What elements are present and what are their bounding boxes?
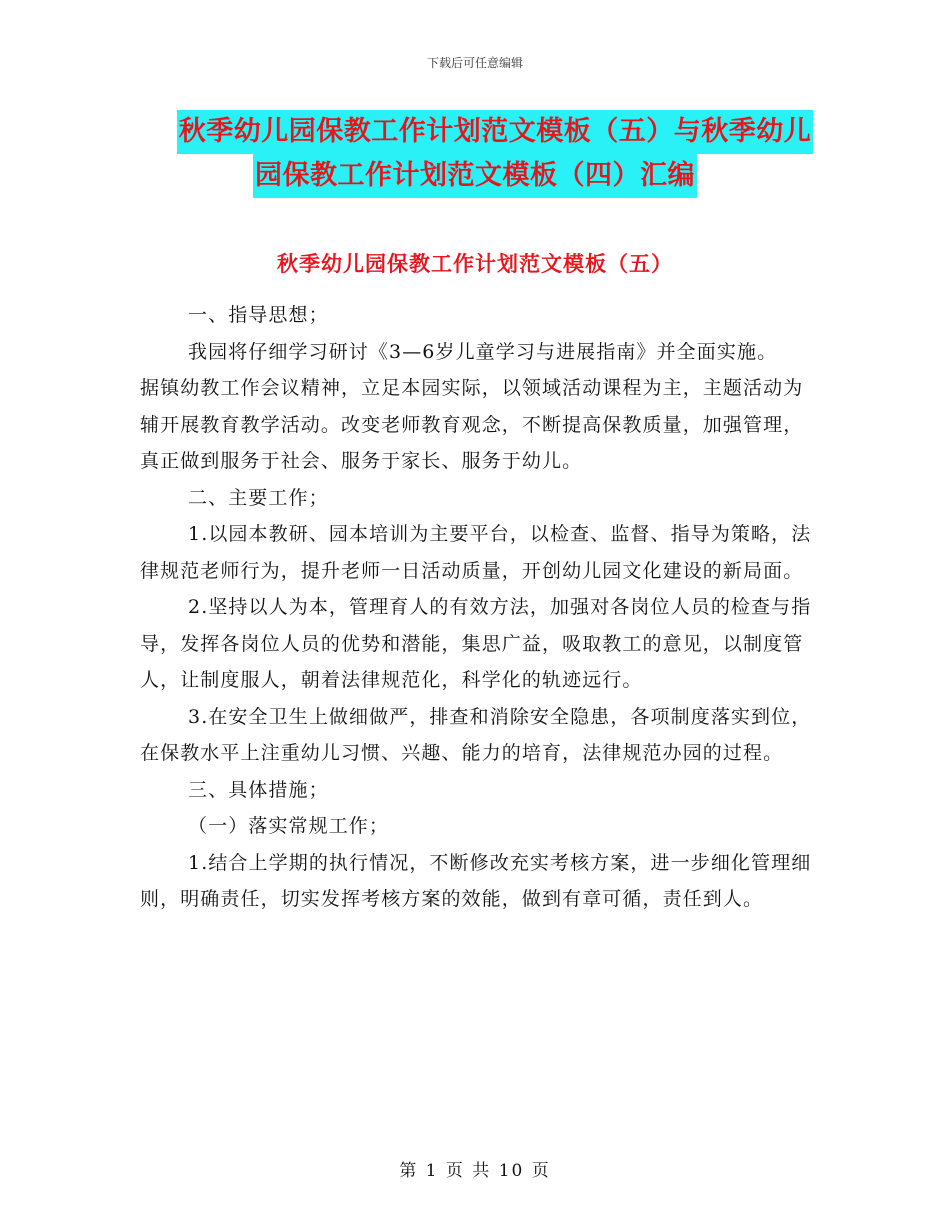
subheading-routine-work: （一）落实常规工作；	[188, 815, 390, 837]
header-note: 下载后可任意编辑	[426, 56, 523, 70]
document-title	[0, 110, 950, 198]
paragraph-work-item-2: 2.坚持以人为本，管理育人的有效方法，加强对各岗位人员的检查与指导，发挥各岗位人员的优势和潜能，集思广益，吸取教工的意见，以制度管人，让制度服人，朝着法律规范化，科学化的轨迹远行。	[140, 596, 812, 691]
page-footer: 第 1 页 共 10 页	[399, 1161, 551, 1181]
body-text	[140, 297, 820, 918]
heading-guiding-thought: 一、指导思想；	[188, 304, 329, 326]
paragraph-study-plan: 我园将仔细学习研讨《3—6岁儿童学习与进展指南》并全面实施。	[188, 340, 778, 363]
paragraph-work-item-1: 1.以园本教研、园本培训为主要平台，以检查、监督、指导为策略，法律规范老师行为，提升老师一日活动质量，开创幼儿园文化建设的新局面。	[140, 523, 812, 582]
paragraph-work-item-3: 3.在安全卫生上做细做严，排查和消除安全隐患，各项制度落实到位，在保教水平上注重幼儿习惯、兴趣、能力的培育，法律规范办园的过程。	[140, 705, 812, 764]
heading-main-work: 二、主要工作；	[188, 486, 329, 509]
title-line-2: 园保教工作计划范文模板（四）汇编	[253, 154, 697, 198]
paragraph-measure-item-1: 1.结合上学期的执行情况，不断修改充实考核方案，进一步细化管理细则，明确责任，切实发挥考核方案的效能，做到有章可循，责任到人。	[140, 851, 812, 910]
title-line-1: 秋季幼儿园保教工作计划范文模板（五）与秋季幼儿	[177, 110, 814, 154]
section-title: 秋季幼儿园保教工作计划范文模板（五）	[277, 252, 673, 276]
paragraph-guiding-detail: 据镇幼教工作会议精神，立足本园实际，以领域活动课程为主，主题活动为辅开展教育教学活动。改变老师教育观念，不断提高保教质量，加强管理，真正做到服务于社会、服务于家长、服务于幼儿。	[140, 377, 804, 472]
heading-measures: 三、具体措施；	[188, 778, 329, 801]
